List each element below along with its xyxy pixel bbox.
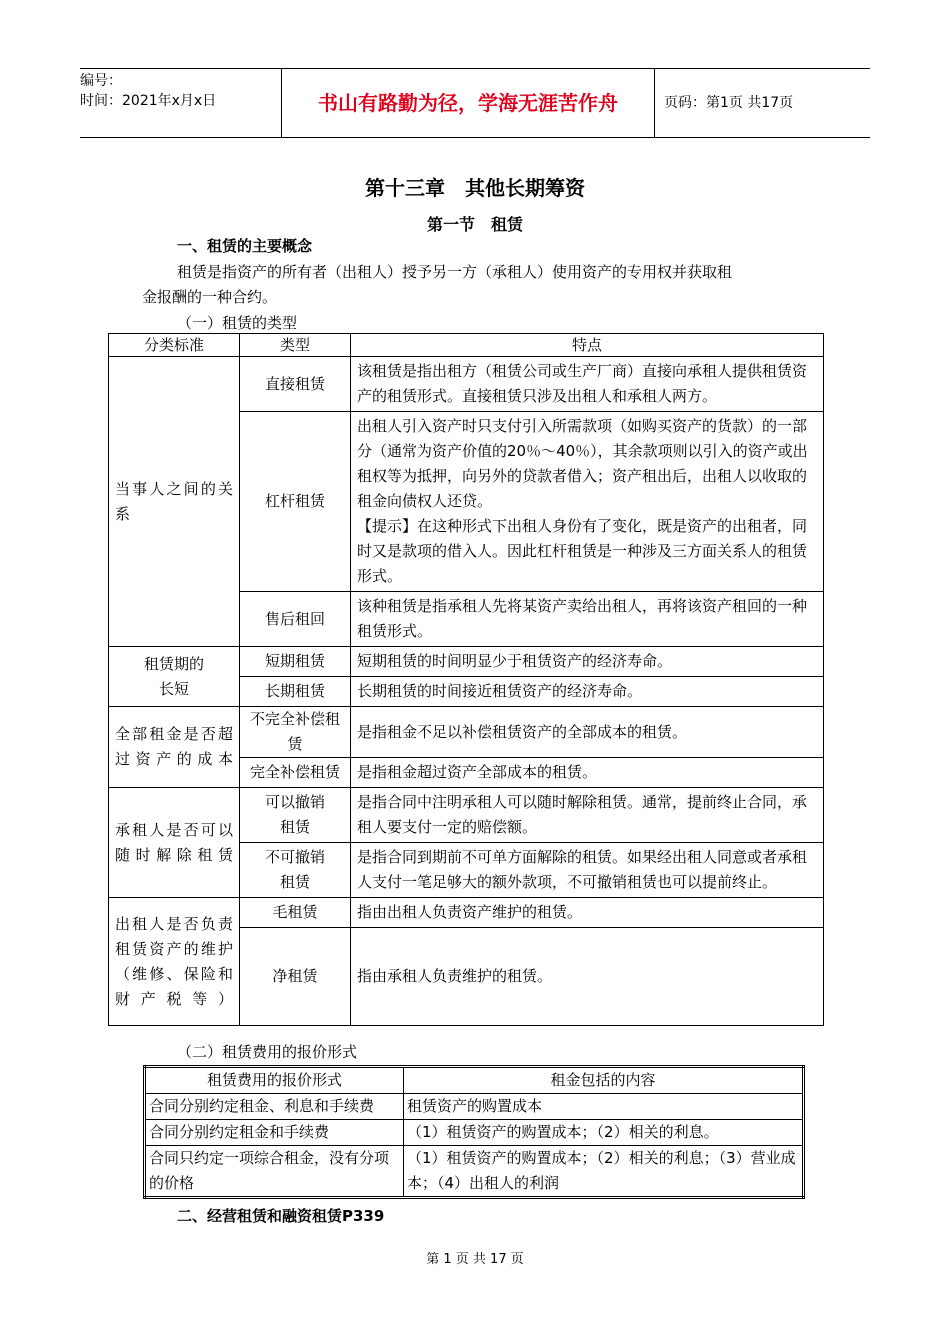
table-row xyxy=(109,357,824,412)
type-cell: 长期租赁 xyxy=(240,677,351,707)
page-header xyxy=(80,68,870,138)
paragraph-line-1: 租赁是指资产的所有者（出租人）授予另一方（承租人）使用资产的专用权并获取租 xyxy=(177,263,733,281)
table-row xyxy=(145,1146,804,1198)
lease-types-table xyxy=(108,333,824,1026)
criterion-maintenance: 出租人是否负责租赁资产的维护（维修、保险和财产税等） xyxy=(109,898,240,1026)
heading-main-concepts: 一、租赁的主要概念 xyxy=(177,237,313,255)
quote-forms-table xyxy=(143,1065,805,1199)
doc-time-label: 时间：2021年x月x日 xyxy=(80,93,217,109)
type-cell: 净租赁 xyxy=(240,928,351,1026)
desc-cell xyxy=(351,412,824,592)
page-footer: 第 1 页 共 17 页 xyxy=(426,1252,524,1267)
type-cell: 不可撤销租赁 xyxy=(240,843,351,898)
criterion-cancel: 承租人是否可以随时解除租赁 xyxy=(109,788,240,898)
header-page-info: 页码：第1页 共17页 xyxy=(664,95,794,111)
header-motto: 书山有路勤为径，学海无涯苦作舟 xyxy=(281,69,655,137)
tip-text: 【提示】在这种形式下出租人身份有了变化，既是资产的出租者，同时又是款项的借入人。因此杠杆租赁是一种涉及三方面关系人的租赁形式。 xyxy=(357,517,808,585)
header-meta xyxy=(80,69,281,137)
criterion-cost: 全部租金是否超过资产的成本 xyxy=(109,707,240,788)
desc-cell: 是指合同中注明承租人可以随时解除租赁。通常，提前终止合同，承租人要支付一定的赔偿额。 xyxy=(351,788,824,843)
form-cell: 合同只约定一项综合租金，没有分项的价格 xyxy=(145,1146,404,1198)
header-feature: 特点 xyxy=(351,334,824,357)
form-cell: 合同分别约定租金、利息和手续费 xyxy=(145,1094,404,1120)
desc-cell: 指由承租人负责维护的租赁。 xyxy=(351,928,824,1026)
desc-cell: 是指租金超过资产全部成本的租赁。 xyxy=(351,758,824,788)
section-title: 第一节 租赁 xyxy=(426,215,523,234)
desc-cell: 长期租赁的时间接近租赁资产的经济寿命。 xyxy=(351,677,824,707)
type-cell: 完全补偿租赁 xyxy=(240,758,351,788)
desc-cell: 短期租赁的时间明显少于租赁资产的经济寿命。 xyxy=(351,647,824,677)
criterion-parties: 当事人之间的关系 xyxy=(109,357,240,647)
content-cell: （1）租赁资产的购置成本；（2）相关的利息；（3）营业成本；（4）出租人的利润 xyxy=(404,1146,804,1198)
table-row xyxy=(109,788,824,843)
table-header-row xyxy=(145,1067,804,1094)
table-row xyxy=(145,1094,804,1120)
type-cell: 直接租赁 xyxy=(240,357,351,412)
chapter-title: 第十三章 其他长期筹资 xyxy=(365,176,585,200)
table-row xyxy=(109,647,824,677)
header-criterion: 分类标准 xyxy=(109,334,240,357)
subheading-quote-forms: （二）租赁费用的报价形式 xyxy=(177,1043,358,1061)
type-cell: 不完全补偿租赁 xyxy=(240,707,351,758)
heading-operating-finance-lease: 二、经营租赁和融资租赁P339 xyxy=(177,1207,385,1225)
type-cell: 售后租回 xyxy=(240,592,351,647)
desc-cell: 该租赁是指出租方（租赁公司或生产厂商）直接向承租人提供租赁资产的租赁形式。直接租赁只涉及出租人和承租人两方。 xyxy=(351,357,824,412)
type-cell: 短期租赁 xyxy=(240,647,351,677)
table-row xyxy=(145,1120,804,1146)
desc-cell: 是指合同到期前不可单方面解除的租赁。如果经出租人同意或者承租人支付一笔足够大的额外款项，不可撤销租赁也可以提前终止。 xyxy=(351,843,824,898)
type-cell: 毛租赁 xyxy=(240,898,351,928)
desc-cell: 是指租金不足以补偿租赁资产的全部成本的租赁。 xyxy=(351,707,824,758)
type-cell: 可以撤销租赁 xyxy=(240,788,351,843)
desc-text: 出租人引入资产时只支付引入所需款项（如购买资产的货款）的一部分（通常为资产价值的20％～40％），其余款项则以引入的资产或出租权等为抵押，向另外的贷款者借入；资产租出后，出租人以收取的租金向债权人还贷。 xyxy=(357,417,808,510)
content-cell: 租赁资产的购置成本 xyxy=(404,1094,804,1120)
criterion-term: 租赁期的长短 xyxy=(109,647,240,707)
desc-cell: 指由出租人负责资产维护的租赁。 xyxy=(351,898,824,928)
header-type: 类型 xyxy=(240,334,351,357)
subheading-lease-types: （一）租赁的类型 xyxy=(177,314,298,332)
header-quote-form: 租赁费用的报价形式 xyxy=(145,1067,404,1094)
doc-number-label: 编号： xyxy=(80,73,122,89)
content-cell: （1）租赁资产的购置成本；（2）相关的利息。 xyxy=(404,1120,804,1146)
table-row xyxy=(109,707,824,758)
table-row xyxy=(109,898,824,928)
header-rent-content: 租金包括的内容 xyxy=(404,1067,804,1094)
desc-cell: 该种租赁是指承租人先将某资产卖给出租人，再将该资产租回的一种租赁形式。 xyxy=(351,592,824,647)
paragraph-line-2: 金报酬的一种合约。 xyxy=(142,288,278,306)
table-header-row xyxy=(109,334,824,357)
form-cell: 合同分别约定租金和手续费 xyxy=(145,1120,404,1146)
type-cell: 杠杆租赁 xyxy=(240,412,351,592)
